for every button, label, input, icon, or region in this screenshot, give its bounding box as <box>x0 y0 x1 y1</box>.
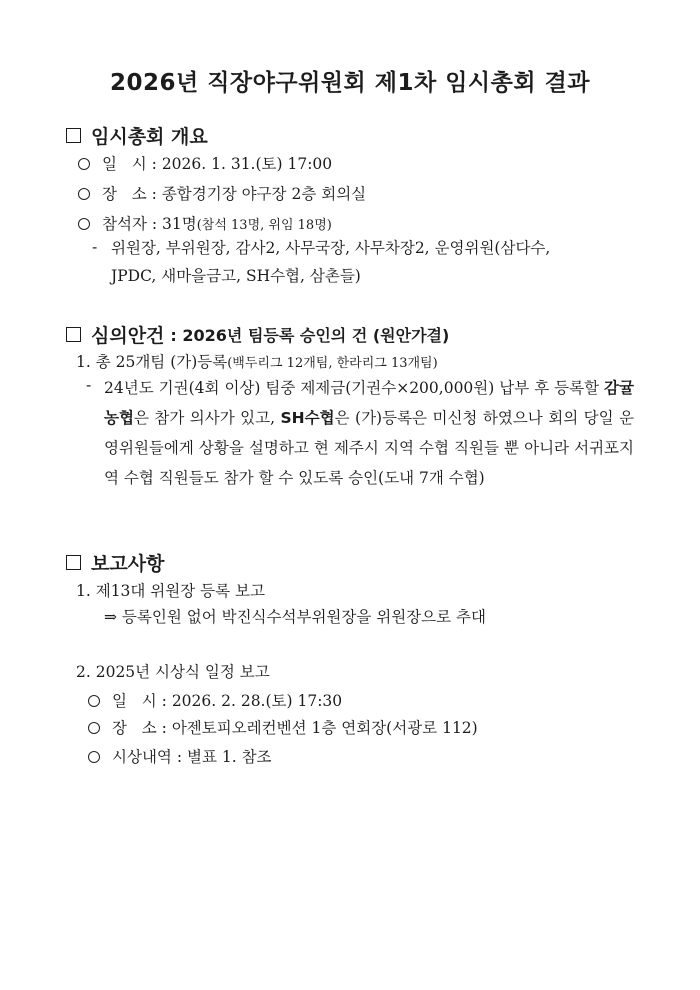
agenda-detail-paragraph <box>104 373 634 493</box>
checkbox-square-icon <box>66 555 81 570</box>
place-value: : 아젠토피오레컨벤션 1층 연회장(서광로 112) <box>161 719 478 737</box>
award-label: 시상내역 <box>112 748 172 766</box>
agenda-item1 <box>76 352 438 374</box>
attendees-detail: (참석 13명, 위임 18명) <box>196 218 332 233</box>
checkbox-square-icon <box>66 128 81 143</box>
circle-bullet-icon <box>88 695 100 707</box>
section-agenda-title: 심의안건 <box>91 325 165 347</box>
attendees-list-line1: 위원장, 부위원장, 감사2, 사무국장, 사무차장2, 운영위원(삼다수, <box>111 239 551 257</box>
section-agenda-heading <box>66 321 449 348</box>
report-place-row <box>88 718 478 738</box>
report-item1: 1. 제13대 위원장 등록 보고 <box>76 582 265 600</box>
agenda-item1-text: 1. 총 25개팀 (가)등록 <box>76 353 228 371</box>
highlight-shsuhyup: SH수협 <box>280 409 335 427</box>
agenda-subtitle: : 2026년 팀등록 승인의 건 (원안가결) <box>170 326 450 345</box>
section-report-title: 보고사항 <box>91 553 165 575</box>
detail-part: 24년도 기권(4회 이상) 팀중 제제금(기권수×200,000원) 납부 후 등록할 <box>104 379 605 397</box>
detail-part: 은 참가 의사가 있고, <box>133 409 281 427</box>
date-label: 일 시 <box>112 692 157 710</box>
dash-bullet: - <box>86 376 92 394</box>
place-label: 장 소 <box>112 719 157 737</box>
date-value: : 2026. 2. 28.(토) 17:30 <box>161 692 343 710</box>
document-title: 2026년 직장야구위원회 제1차 임시총회 결과 <box>109 70 591 96</box>
circle-bullet-icon <box>88 722 100 734</box>
section-report-heading <box>66 549 164 576</box>
place-value: : 종합경기장 야구장 2층 회의실 <box>151 185 367 203</box>
report-award-row <box>88 747 272 767</box>
dash-bullet: - <box>92 238 98 256</box>
section-overview-heading <box>66 122 208 149</box>
agenda-item1-detail: (백두리그 12개팀, 한라리그 13개팀) <box>227 356 438 371</box>
circle-bullet-icon <box>88 751 100 763</box>
date-value: : 2026. 1. 31.(토) 17:00 <box>151 155 333 173</box>
attendees-list-line2: JPDC, 새마을금고, SH수협, 삼촌들) <box>111 267 361 285</box>
report-item2: 2. 2025년 시상식 일정 보고 <box>76 663 270 681</box>
detail-part: 은 (가)등록은 미신청 하였으나 회의 당일 운영위원들에게 상황을 설명하고 현 제주시 지역 수협 직원들 뿐 아니라 서귀포지역 수협 직원들도 참가 할 수 있도록 승인(도내 7개 수협) <box>104 409 635 487</box>
highlight-gamgyul: 감귤농협 <box>104 379 634 427</box>
overview-date-row <box>78 154 332 174</box>
attendees-label: 참석자 <box>102 215 147 233</box>
circle-bullet-icon <box>78 158 90 170</box>
place-label: 장 소 <box>102 185 147 203</box>
circle-bullet-icon <box>78 188 90 200</box>
award-value: : 별표 1. 참조 <box>176 748 272 766</box>
report-item1-result: ⇒ 등록인원 없어 박진식수석부위원장을 위원장으로 추대 <box>104 608 487 626</box>
report-date-row <box>88 691 342 711</box>
date-label: 일 시 <box>102 155 147 173</box>
overview-place-row <box>78 184 366 204</box>
overview-attendees-row <box>78 214 332 236</box>
checkbox-square-icon <box>66 327 81 342</box>
circle-bullet-icon <box>78 218 90 230</box>
section-overview-title: 임시총회 개요 <box>91 126 208 148</box>
attendees-value: : 31명 <box>151 215 197 233</box>
